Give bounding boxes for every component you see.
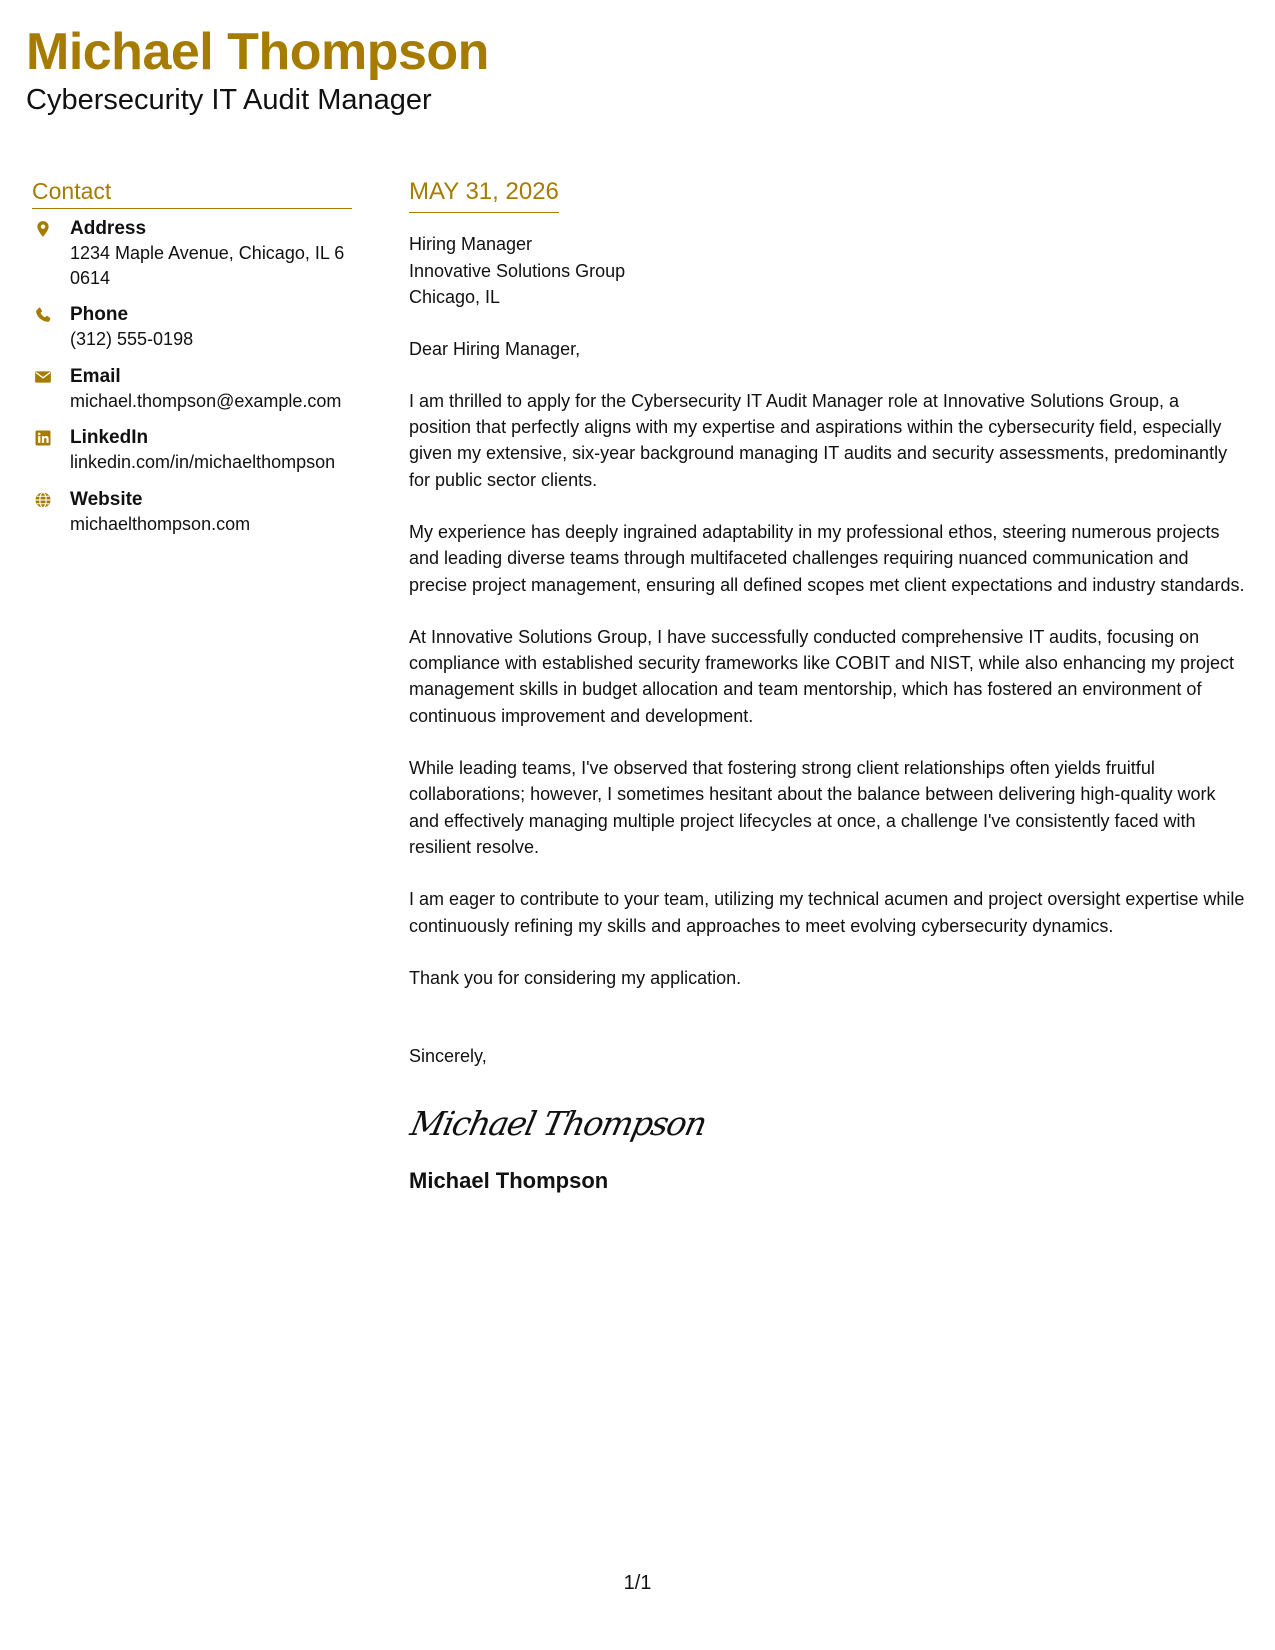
email-value[interactable]: michael.thompson@example.com: [70, 390, 342, 411]
paragraph-thanks: Thank you for considering my application.: [409, 967, 742, 988]
contact-item-linkedin: [32, 426, 352, 475]
handwritten-signature: [407, 1097, 710, 1149]
contact-label: Address: [70, 218, 147, 239]
linkedin-icon: [34, 429, 52, 447]
recipient-location: Chicago, IL: [409, 287, 501, 307]
address-value: 1234 Maple Avenue, Chicago, IL 60614: [70, 243, 345, 288]
job-title: Cybersecurity IT Audit Manager: [26, 84, 432, 116]
closing: Sincerely,: [409, 1046, 487, 1067]
letter-body: [409, 176, 1245, 1195]
letter-date: MAY 31, 2026: [409, 176, 559, 213]
salutation: Dear Hiring Manager,: [409, 338, 581, 359]
contact-label: LinkedIn: [70, 427, 149, 448]
svg-text:Michael Thompson: Michael Thompson: [407, 1104, 710, 1144]
contact-label: Email: [70, 365, 121, 387]
phone-value: (312) 555-0198: [70, 329, 194, 349]
contact-list: [32, 217, 352, 536]
globe-icon: [34, 491, 52, 509]
paragraph-contribution: I am eager to contribute to your team, utilizing my technical acumen and project oversight expertise while continuously refining my skills and approaches to meet evolving cybersecurity dynamics.: [409, 889, 1245, 936]
contact-label: Phone: [70, 304, 129, 325]
map-pin-icon: [34, 220, 52, 238]
envelope-icon: [34, 368, 52, 386]
recipient-name: Hiring Manager: [409, 234, 533, 254]
contact-item-address: [32, 217, 352, 290]
contact-item-website: [32, 488, 352, 537]
contact-heading: Contact: [32, 176, 352, 209]
signed-name: Michael Thompson: [409, 1168, 609, 1194]
contact-label: Website: [70, 488, 143, 510]
linkedin-value[interactable]: linkedin.com/in/michaelthompson: [70, 452, 336, 472]
contact-sidebar: [32, 176, 352, 549]
recipient-block: [409, 231, 1245, 311]
website-value[interactable]: michaelthompson.com: [70, 513, 251, 534]
page-number: 1/1: [623, 1572, 652, 1594]
paragraph-audits: At Innovative Solutions Group, I have successfully conducted comprehensive IT audits, focusing on compliance with established security frameworks like COBIT and NIST, while also enhancing my project management skills in budget allocation and team mentorship, which has fostered an environment of continuous improvement and development.: [409, 626, 1235, 726]
phone-icon: [34, 306, 52, 324]
paragraph-experience: My experience has deeply ingrained adaptability in my professional ethos, steering numerous projects and leading diverse teams through multifaceted challenges requiring nuanced communication and precise project management, ensuring all defined scopes met client expectations and industry standards.: [409, 521, 1245, 595]
paragraph-leadership: While leading teams, I've observed that fostering strong client relationships often yields fruitful collaborations; however, I sometimes hesitant about the balance between delivering high-quality work and effectively managing multiple project lifecycles at once, a challenge I've consistently faced with resilient resolve.: [409, 758, 1216, 857]
contact-item-email: [32, 365, 352, 414]
paragraph-intro: I am thrilled to apply for the Cybersecurity IT Audit Manager role at Innovative Solutions Group, a position that perfectly aligns with my expertise and aspirations within the cybersecurity field, especially given my extensive, six-year background managing IT audits and security assessments, predominantly for public sector clients.: [409, 390, 1228, 490]
candidate-name: Michael Thompson: [26, 23, 489, 81]
recipient-company: Innovative Solutions Group: [409, 260, 626, 281]
contact-item-phone: [32, 303, 352, 352]
